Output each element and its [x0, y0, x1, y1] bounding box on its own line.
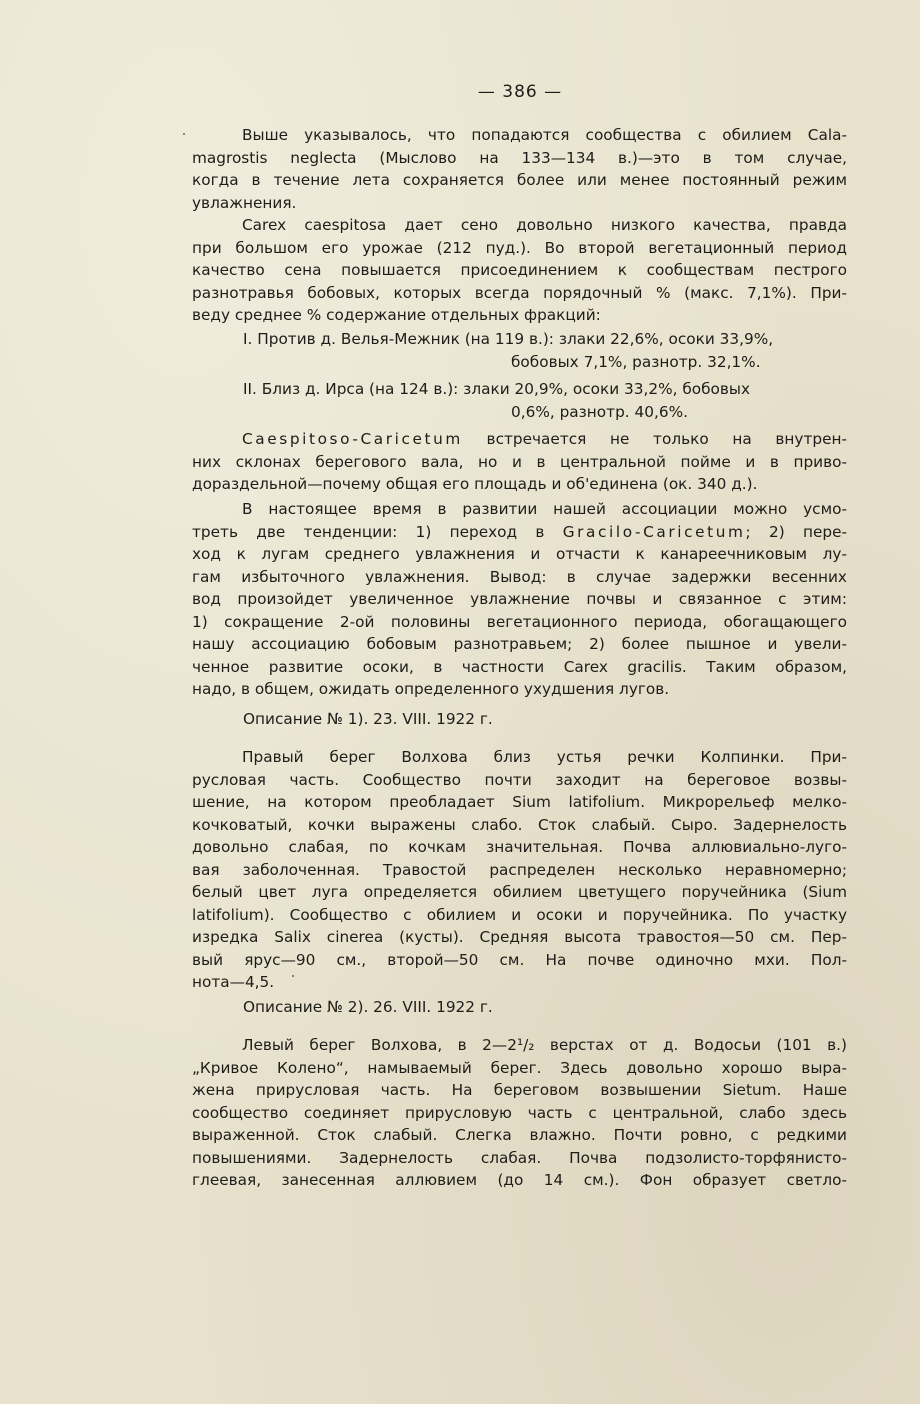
text-line: дораздельной—почему общая его площадь и об'единена (ок. 340 д.).: [192, 475, 758, 493]
text-line: latifolium). Сообщество с обилием и осоки и поручейника. По участку: [192, 905, 847, 924]
text-line: I. Против д. Велья-Межник (на 119 в.): злаки 22,6%, осоки 33,9%,: [243, 330, 774, 348]
text-line: 1) сокращение 2-ой половины вегетационного периода, обогащающего: [192, 612, 847, 631]
text-line: Правый берег Волхова близ устья речки Колпинки. При-: [242, 748, 847, 766]
text-line: разнотравья бобовых, которых всегда порядочный % (макс. 7,1%). При-: [192, 283, 847, 302]
text-line: когда в течение лета сохраняется более или менее постоянный режим: [192, 171, 847, 189]
list-item-ii: [243, 378, 848, 423]
paragraph-carex-caespitosa: [192, 214, 847, 327]
page-number: — 386 —: [477, 82, 563, 102]
text-line: II. Близ д. Ирса (на 124 в.): злаки 20,9%, осоки 33,2%, бобовых: [243, 380, 751, 398]
text-line: [192, 428, 847, 451]
text-line: вая заболоченная. Травостой распределен несколько неравномерно;: [192, 860, 847, 879]
paragraph-calamagrostis: [192, 124, 847, 214]
text-line: гам избыточного увлажнения. Вывод: в случае задержки весенних: [192, 567, 847, 586]
text-line: увлажнения.: [192, 193, 297, 212]
text-line: белый цвет луга определяется обилием цветущего поручейника (Sium: [192, 883, 847, 901]
text-line: 0,6%, разнотр. 40,6%.: [511, 402, 688, 421]
text-line: шение, на котором преобладает Sium latifolium. Микрорельеф мелко-: [192, 793, 847, 811]
text-fragment: ; 2) пере-: [745, 522, 847, 541]
list-item-i: [243, 328, 848, 373]
description-1-heading: Описание № 1). 23. VIII. 1922 г.: [243, 710, 493, 728]
text-line: Carex caespitosa дает сено довольно низкого качества, правда: [242, 216, 847, 234]
text-line: сообщество соединяет прирусловую часть с центральной, слабо здесь: [192, 1103, 847, 1122]
text-line: при большом его урожае (212 пуд.). Во второй вегетационный период: [192, 238, 847, 257]
paragraph-tendencies: [192, 498, 847, 701]
text-line: довольно слабая, по кочкам значительная. Почва аллювиально-луго-: [192, 838, 847, 856]
text-line: глеевая, занесенная аллювием (до 14 см.). Фон образует светло-: [192, 1171, 847, 1189]
text-line: нота—4,5.: [192, 973, 275, 991]
text-line: нашу ассоциацию бобовым разнотравьем; 2) более пышное и увели-: [192, 635, 847, 653]
text-line: ченное развитие осоки, в частности Carex gracilis. Таким образом,: [192, 657, 847, 676]
text-line: [192, 521, 847, 544]
paragraph-caespitoso-caricetum: [192, 428, 847, 496]
text-line: выраженной. Сток слабый. Слегка влажно. Почти ровно, с редкими: [192, 1126, 847, 1144]
text-fragment: встречается не только на внутрен-: [462, 430, 847, 448]
text-line: Левый берег Волхова, в 2—2¹/₂ верстах от д. Водосьи (101 в.): [242, 1036, 847, 1054]
text-line: изредка Salix cinerea (кусты). Средняя высота травостоя—50 см. Пер-: [192, 928, 847, 946]
text-line: вод произойдет увеличенное увлажнение почвы и связанное с этим:: [192, 590, 847, 608]
text-line: кочковатый, кочки выражены слабо. Сток слабый. Сыро. Задернелость: [192, 815, 847, 834]
text-line: „Кривое Колено“, намываемый берег. Здесь довольно хорошо выра-: [192, 1058, 847, 1077]
association-term: Caespitoso-Caricetum: [242, 430, 463, 448]
text-line: них склонах берегового вала, но и в центральной пойме и в приво-: [192, 452, 847, 471]
text-line: вый ярус—90 см., второй—50 см. На почве одиночно мхи. Пол-: [192, 950, 847, 969]
text-line: повышениями. Задернелость слабая. Почва подзолисто-торфянисто-: [192, 1148, 847, 1167]
text-fragment: треть две тенденции: 1) переход в: [192, 522, 563, 541]
text-line: ход к лугам среднего увлажнения и отчасти к канареечниковым лу-: [192, 545, 847, 563]
text-line: русловая часть. Сообщество почти заходит на береговое возвы-: [192, 770, 847, 789]
description-2-heading: Описание № 2). 26. VIII. 1922 г.: [243, 998, 493, 1016]
text-line: В настоящее время в развитии нашей ассоциации можно усмо-: [242, 500, 847, 518]
speck-mark: [183, 133, 185, 135]
description-2-text: [192, 1034, 847, 1192]
text-line: надо, в общем, ожидать определенного ухудшения лугов.: [192, 680, 670, 698]
text-line: бобовых 7,1%, разнотр. 32,1%.: [511, 352, 761, 371]
text-line: качество сена повышается присоединением к сообществам пестрого: [192, 261, 847, 279]
description-1-text: [192, 746, 847, 994]
association-term: Gracilo-Caricetum: [562, 522, 746, 541]
text-line: жена прирусловая часть. На береговом возвышении Sietum. Наше: [192, 1081, 847, 1099]
text-line: magrostis neglecta (Мыслово на 133—134 в.)—это в том случае,: [192, 148, 847, 167]
text-line: Выше указывалось, что попадаются сообщества с обилием Cala-: [242, 126, 847, 144]
text-line: веду среднее % содержание отдельных фракций:: [192, 306, 601, 324]
